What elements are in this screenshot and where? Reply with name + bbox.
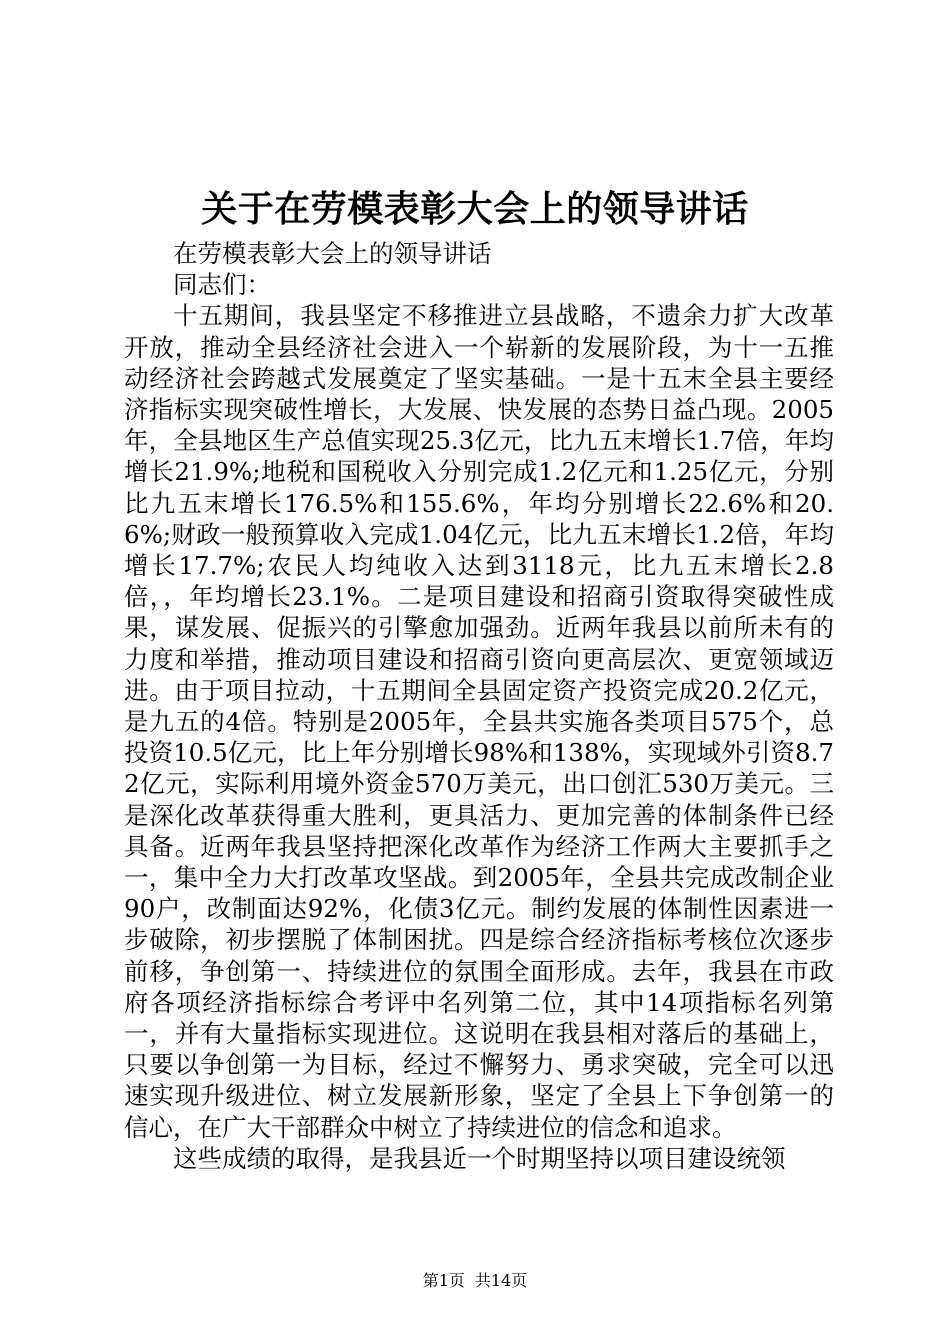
body-paragraph: 十五期间，我县坚定不移推进立县战略，不遗余力扩大改革开放，推动全县经济社会进入一个崭新的发展阶段，为十一五推动经济社会跨越式发展奠定了坚实基础。一是十五末全县主要经济指标实现突破性增长，大发展、快发展的态势日益凸现。2005年，全县地区生产总值实现25.3亿元，比九五末增长1.7倍，年均增长21.9%;地税和国税收入分别完成1.2亿元和1.25亿元，分别比九五末增长176.5%和155.6%，年均分别增长22.6%和20.6%;财政一般预算收入完成1.04亿元，比九五末增长1.2倍，年均增长17.7%;农民人均纯收入达到3118元，比九五末增长2.8倍，，年均增长23.1%。二是项目建设和招商引资取得突破性成果，谋发展、促振兴的引擎愈加强劲。近两年我县以前所未有的力度和举措，推动项目建设和招商引资向更高层次、更宽领域迈进。由于项目拉动，十五期间全县固定资产投资完成20.2亿元，是九五的4倍。特别是2005年，全县共实施各类项目575个，总投资10.5亿元，比上年分别增长98%和138%，实现域外引资8.72亿元，实际利用境外资金570万美元，出口创汇530万美元。三是深化改革获得重大胜利，更具活力、更加完善的体制条件已经具备。近两年我县坚持把深化改革作为经济工作两大主要抓手之一，集中全力大打改革攻坚战。到2005年，全县共完成改制企业90户，改制面达92%，化债3亿元。制约发展的体制性因素进一步破除，初步摆脱了体制困扰。四是综合经济指标考核位次逐步前移，争创第一、持续进位的氛围全面形成。去年，我县在市政府各项经济指标综合考评中名列第二位，其中14项指标名列第一，并有大量指标实现进位。这说明在我县相对落后的基础上，只要以争创第一为目标，经过不懈努力、勇求突破，完全可以迅速实现升级进位、树立发展新形象，坚定了全县上下争创第一的信心，在广大干部群众中树立了持续进位的信念和追求。 (124, 301, 834, 1142)
salutation-paragraph: 同志们： (173, 270, 271, 300)
page-total: 共14页 (474, 1271, 528, 1290)
body-paragraph: 这些成绩的取得，是我县近一个时期坚持以项目建设统领 (173, 1143, 786, 1173)
page-footer (0, 1270, 950, 1292)
document-body (124, 238, 834, 1174)
document-title: 关于在劳模表彰大会上的领导讲话 (201, 189, 749, 230)
subtitle-paragraph: 在劳模表彰大会上的领导讲话 (173, 239, 492, 268)
page-number: 第1页 (422, 1271, 465, 1290)
